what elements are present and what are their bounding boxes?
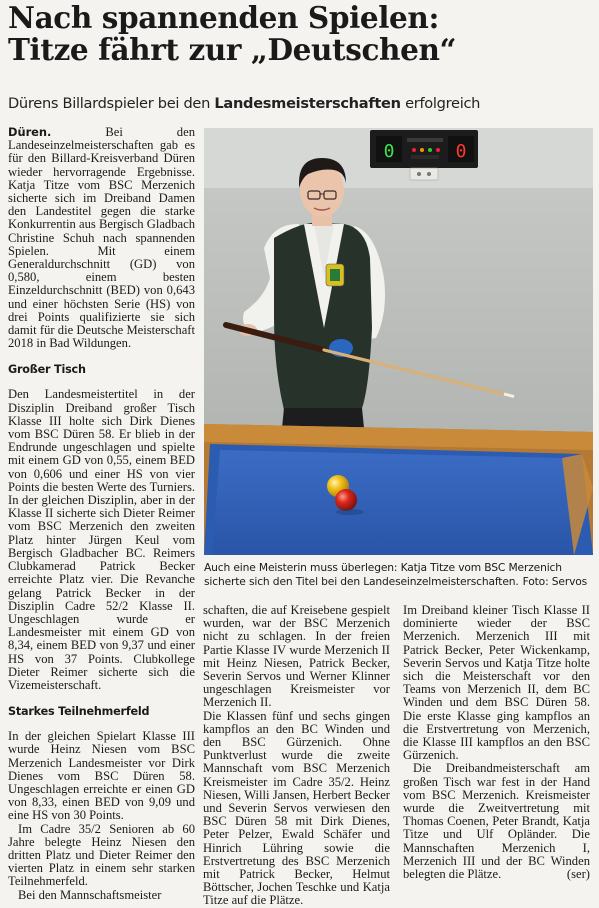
author-signature: (ser) <box>566 867 590 882</box>
section-heading-starkes-teilnehmerfeld: Starkes Teilnehmerfeld <box>8 705 150 719</box>
section2-paragraph-3-start <box>8 889 195 903</box>
section1-paragraph: Den Landesmeistertitel in der Disziplin Dreiband großer Tisch Klasse III holte sich Dirk Dienes vom BSC Düren 58. Er blieb in der Endrunde ungeschlagen und spielte mit einem GD von 0,55, einem BED von 0,606 und einer HS von vier Points die besten Werte des Turniers. In der gleichen Disziplin, aber in der Klasse II sicherte sich Dieter Reimer vom BSC Merzenich den zweiten Platz hinter Jürgen Keul vom Bergisch Gladbacher BC. Reimers Clubkamerad Patrick Becker erreichte Platz vier. Die Revanche gelang Patrick Becker in der Disziplin Cadre 52/2 Klasse II. Ungeschlagen wurde er Landesmeister mit einem GD von 8,34, einem BED von 9,37 und einer HS von 37 Points. Clubkollege Dieter Reimer sicherte sich die Vizemeisterschaft. <box>8 387 195 692</box>
scoreboard-right-value: 0 <box>455 141 467 162</box>
billiard-photo <box>204 128 593 555</box>
intro-paragraph <box>8 126 195 350</box>
col3-paragraph-2-text: Die Dreibandmeisterschaft am großen Tisch war fest in der Hand vom BSC Merzenich. Kreismeister wurde die Zweitvertretung mit Thomas Coenen, Peter Brandt, Katja Titze und Ulf Opländer. Die Mannschaften Merzenich I, Merzenich III und der BC Winden belegten die Plätze. <box>403 761 590 882</box>
col3-paragraph-2 <box>403 762 590 881</box>
article-column-2 <box>203 604 390 908</box>
dateline: Düren. <box>8 125 52 139</box>
subheadline-bold: Landesmeisterschaften <box>214 95 401 112</box>
caption-text: Auch eine Meisterin muss überlegen: Katja Titze vom BSC Merzenich sicherte sich den Titel bei den Landeseinzelmeisterschaften. <box>204 561 562 588</box>
scoreboard-left-value: 0 <box>383 141 395 162</box>
photo-credit: Foto: Servos <box>522 575 588 588</box>
billiard-table <box>204 424 593 555</box>
section2-paragraph-1: In der gleichen Spielart Klasse III wurde Heinz Niesen vom BSC Merzenich Landesmeister vor Dirk Dienes vom BSC Düren 58. Ungeschlagen erreichte er einen GD von 8,33, einen BED von 9,09 und eine HS von 30 Points. <box>8 729 195 823</box>
headline-line-1: Nach spannenden Spielen: <box>8 0 439 35</box>
article-column-3 <box>403 604 590 881</box>
article-photo <box>204 128 593 555</box>
subheadline-post: erfolgreich <box>400 95 481 112</box>
subheadline-pre: Dürens Billardspieler bei den <box>8 95 215 112</box>
section2-paragraph-2: Im Cadre 35/2 Senioren ab 60 Jahre belegte Heinz Niesen den dritten Platz und Dieter Reimer den vierten Platz in einem sehr starken Teilnehmerfeld. <box>8 821 195 889</box>
col2-paragraph-2: Die Klassen fünf und sechs gingen kampflos an den BC Winden und den BSC Gürzenich. Ohne Punktverlust wurde die zweite Mannschaft vom BSC Merzenich Kreismeister im Cadre 35/2. Heinz Niesen, Willi Jansen, Herbert Becker und Severin Servos verwiesen den BSC Düren 58 mit Dirk Dienes, Peter Pelzer, Ewald Schäfer und Hinrich Lühring sowie die Erstvertretung des BSC Merzenich mit Patrick Becker, Helmut Böttscher, Jochen Teschke und Katja Titze auf die Plätze. <box>203 708 390 908</box>
section2-paragraph-3: Bei den Mannschaftsmeister <box>18 887 162 902</box>
section-heading-grosser-tisch: Großer Tisch <box>8 363 86 377</box>
article-column-1 <box>8 126 195 903</box>
photo-caption <box>204 561 593 589</box>
intro-text: Bei den Landeseinzelmeisterschaften gab es für den Billard-Kreisverband Düren wieder hervorragende Ergebnisse. Katja Titze vom BSC Merzenich sicherte sich im Dreiband Damen den Landestitel gegen die starke Konkurrentin aus Bergisch Gladbach Christine Schuh nach spannenden Spielen. Mit einem Generaldurchschnitt (GD) von 0,580, einem besten Einzeldurchschnitt (BED) von 0,643 und einer höchsten Serie (HS) von drei Points qualifizierte sie sich damit für die Deutsche Meisterschaft 2018 in Bad Wildungen. <box>8 125 195 351</box>
subheadline <box>8 95 593 113</box>
headline <box>8 2 593 66</box>
red-ball <box>335 489 357 511</box>
col2-continued: schaften, die auf Kreisebene gespielt wurden, war der BSC Merzenich nicht zu schlagen. In der freien Partie Klasse IV wurde Merzenich II mit Heinz Niesen, Patrick Becker, Severin Servos und Werner Klinner ungeschlagen Kreismeister vor Merzenich II. <box>203 603 390 710</box>
headline-line-2: Titze fährt zur „Deutschen“ <box>8 32 457 67</box>
col3-paragraph-1: Im Dreiband kleiner Tisch Klasse II dominierte wieder der BSC Merzenich. Merzenich III mit Patrick Becker, Peter Wickenkamp, Severin Servos und Katja Titze holte sich die Meisterschaft vor den Teams von Merzenich II, dem BC Winden und dem BSC Düren 58. Die erste Klasse ging kampflos an die Erstvertretung von Merzenich, die Klasse III kampflos an den BSC Gürzenich. <box>403 603 590 763</box>
